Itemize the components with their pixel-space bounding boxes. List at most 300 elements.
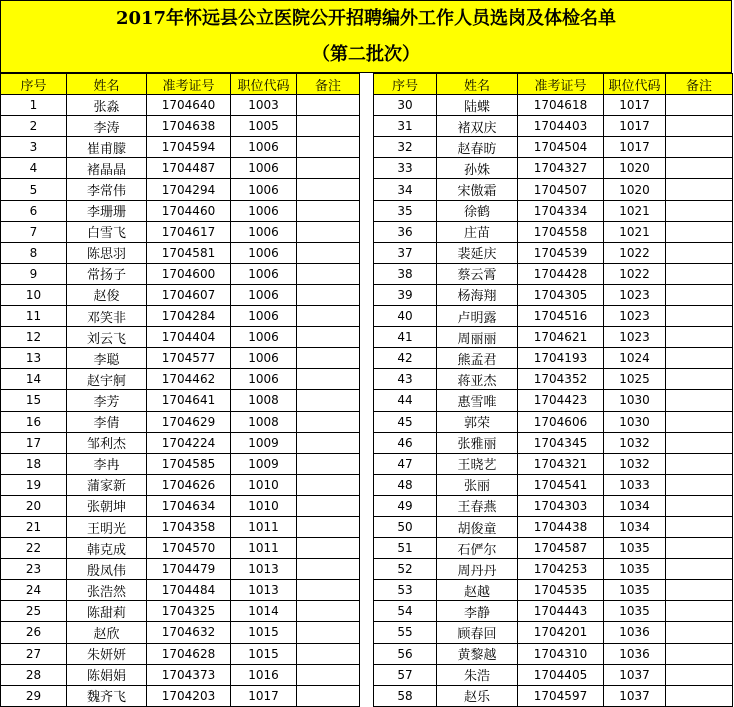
cell-seq: 15 [1,390,67,411]
cell-position-code: 1016 [231,664,297,685]
header-seq: 序号 [374,74,437,95]
table-row [374,643,733,664]
header-remark: 备注 [666,74,733,95]
header-name: 姓名 [67,74,147,95]
cell-exam-id: 1704634 [147,495,231,516]
cell-seq: 8 [1,242,67,263]
cell-seq: 28 [1,664,67,685]
cell-name: 李冉 [67,453,147,474]
cell-exam-id: 1704334 [518,200,604,221]
cell-exam-id: 1704460 [147,200,231,221]
cell-exam-id: 1704479 [147,559,231,580]
table-row [374,369,733,390]
cell-exam-id: 1704438 [518,516,604,537]
cell-name: 陈娟娟 [67,664,147,685]
cell-seq: 10 [1,284,67,305]
cell-exam-id: 1704626 [147,474,231,495]
header-exam-id: 准考证号 [518,74,604,95]
cell-seq: 30 [374,95,437,116]
table-row [374,580,733,601]
cell-seq: 52 [374,559,437,580]
cell-seq: 11 [1,306,67,327]
cell-position-code: 1017 [604,95,666,116]
cell-position-code: 1009 [231,432,297,453]
cell-name: 李静 [437,601,518,622]
table-row [374,242,733,263]
table-row [1,643,360,664]
cell-seq: 23 [1,559,67,580]
cell-name: 殷凤伟 [67,559,147,580]
cell-seq: 26 [1,622,67,643]
cell-exam-id: 1704404 [147,327,231,348]
cell-remark [297,664,360,685]
header-position-code: 职位代码 [604,74,666,95]
cell-remark [297,516,360,537]
cell-name: 常扬子 [67,263,147,284]
cell-exam-id: 1704203 [147,685,231,706]
cell-name: 李涛 [67,116,147,137]
cell-remark [297,200,360,221]
cell-position-code: 1015 [231,622,297,643]
cell-exam-id: 1704405 [518,664,604,685]
cell-name: 陈甜莉 [67,601,147,622]
cell-seq: 29 [1,685,67,706]
cell-seq: 16 [1,411,67,432]
cell-seq: 36 [374,221,437,242]
cell-exam-id: 1704577 [147,348,231,369]
cell-remark [297,580,360,601]
cell-position-code: 1036 [604,622,666,643]
cell-exam-id: 1704618 [518,95,604,116]
cell-remark [297,263,360,284]
cell-position-code: 1010 [231,474,297,495]
cell-remark [666,348,733,369]
cell-remark [666,474,733,495]
cell-name: 胡俊童 [437,516,518,537]
table-row [1,348,360,369]
cell-exam-id: 1704629 [147,411,231,432]
table-row [1,137,360,158]
cell-name: 张浩然 [67,580,147,601]
cell-position-code: 1017 [604,137,666,158]
cell-position-code: 1023 [604,284,666,305]
cell-seq: 43 [374,369,437,390]
cell-position-code: 1013 [231,580,297,601]
cell-name: 王春燕 [437,495,518,516]
cell-remark [666,685,733,706]
header-position-code: 职位代码 [231,74,297,95]
cell-name: 顾春回 [437,622,518,643]
cell-position-code: 1011 [231,516,297,537]
header-name: 姓名 [437,74,518,95]
cell-remark [297,348,360,369]
cell-exam-id: 1704641 [147,390,231,411]
table-row [374,474,733,495]
cell-remark [297,432,360,453]
cell-exam-id: 1704294 [147,179,231,200]
cell-exam-id: 1704305 [518,284,604,305]
table-row [374,200,733,221]
table-row [1,284,360,305]
cell-name: 裴延庆 [437,242,518,263]
cell-name: 陈思羽 [67,242,147,263]
cell-position-code: 1032 [604,432,666,453]
cell-exam-id: 1704640 [147,95,231,116]
cell-name: 刘云飞 [67,327,147,348]
cell-remark [297,622,360,643]
cell-remark [666,327,733,348]
cell-seq: 47 [374,453,437,474]
cell-exam-id: 1704284 [147,306,231,327]
table-row [1,411,360,432]
cell-position-code: 1021 [604,221,666,242]
cell-remark [666,306,733,327]
cell-name: 赵越 [437,580,518,601]
cell-remark [297,369,360,390]
cell-seq: 51 [374,538,437,559]
cell-exam-id: 1704600 [147,263,231,284]
cell-exam-id: 1704594 [147,137,231,158]
cell-remark [297,474,360,495]
cell-name: 邹利杰 [67,432,147,453]
cell-exam-id: 1704570 [147,538,231,559]
cell-position-code: 1022 [604,242,666,263]
cell-seq: 46 [374,432,437,453]
cell-seq: 5 [1,179,67,200]
cell-seq: 35 [374,200,437,221]
cell-exam-id: 1704327 [518,158,604,179]
table-row [374,559,733,580]
cell-exam-id: 1704253 [518,559,604,580]
cell-exam-id: 1704403 [518,116,604,137]
cell-seq: 57 [374,664,437,685]
cell-exam-id: 1704558 [518,221,604,242]
cell-remark [666,137,733,158]
cell-seq: 34 [374,179,437,200]
cell-name: 朱妍妍 [67,643,147,664]
table-row [374,664,733,685]
cell-name: 黄黎越 [437,643,518,664]
cell-name: 王晓艺 [437,453,518,474]
cell-seq: 7 [1,221,67,242]
left-table [0,73,360,707]
header-row [1,74,360,95]
table-row [374,263,733,284]
cell-seq: 56 [374,643,437,664]
cell-seq: 45 [374,411,437,432]
cell-remark [297,179,360,200]
table-row [1,538,360,559]
table-row [1,327,360,348]
table-row [374,390,733,411]
cell-name: 李常伟 [67,179,147,200]
table-row [374,284,733,305]
cell-seq: 4 [1,158,67,179]
cell-name: 魏齐飞 [67,685,147,706]
cell-remark [297,284,360,305]
table-row [374,538,733,559]
cell-seq: 3 [1,137,67,158]
cell-remark [666,432,733,453]
cell-remark [666,538,733,559]
table-row [1,474,360,495]
cell-seq: 19 [1,474,67,495]
cell-position-code: 1006 [231,348,297,369]
cell-remark [666,601,733,622]
cell-seq: 31 [374,116,437,137]
cell-seq: 20 [1,495,67,516]
cell-remark [297,390,360,411]
cell-seq: 42 [374,348,437,369]
cell-exam-id: 1704581 [147,242,231,263]
table-row [1,580,360,601]
cell-remark [666,95,733,116]
cell-remark [297,242,360,263]
cell-exam-id: 1704224 [147,432,231,453]
table-row [374,158,733,179]
cell-position-code: 1035 [604,559,666,580]
cell-remark [297,116,360,137]
cell-exam-id: 1704597 [518,685,604,706]
cell-position-code: 1030 [604,411,666,432]
cell-exam-id: 1704358 [147,516,231,537]
page-title: 2017年怀远县公立医院公开招聘编外工作人员选岗及体检名单 [115,8,617,29]
cell-remark [666,390,733,411]
cell-position-code: 1017 [604,116,666,137]
cell-position-code: 1006 [231,158,297,179]
cell-seq: 55 [374,622,437,643]
cell-seq: 6 [1,200,67,221]
cell-remark [666,242,733,263]
table-row [1,306,360,327]
cell-name: 朱浩 [437,664,518,685]
cell-position-code: 1025 [604,369,666,390]
cell-name: 徐鹤 [437,200,518,221]
cell-seq: 27 [1,643,67,664]
table-row [1,263,360,284]
table-row [1,622,360,643]
cell-exam-id: 1704539 [518,242,604,263]
cell-exam-id: 1704535 [518,580,604,601]
cell-seq: 12 [1,327,67,348]
table-row [1,116,360,137]
cell-remark [666,221,733,242]
cell-exam-id: 1704352 [518,369,604,390]
table-row [1,685,360,706]
cell-name: 蔡云霄 [437,263,518,284]
cell-position-code: 1009 [231,453,297,474]
header-exam-id: 准考证号 [147,74,231,95]
cell-exam-id: 1704462 [147,369,231,390]
cell-seq: 53 [374,580,437,601]
cell-position-code: 1037 [604,664,666,685]
cell-remark [666,664,733,685]
cell-exam-id: 1704201 [518,622,604,643]
cell-exam-id: 1704345 [518,432,604,453]
cell-position-code: 1006 [231,284,297,305]
table-row [374,221,733,242]
cell-remark [666,158,733,179]
cell-name: 白雪飞 [67,221,147,242]
cell-position-code: 1032 [604,453,666,474]
cell-remark [666,411,733,432]
cell-seq: 39 [374,284,437,305]
cell-remark [297,495,360,516]
cell-remark [297,95,360,116]
cell-position-code: 1006 [231,369,297,390]
table-row [374,137,733,158]
cell-position-code: 1006 [231,221,297,242]
cell-seq: 32 [374,137,437,158]
cell-seq: 50 [374,516,437,537]
cell-exam-id: 1704621 [518,327,604,348]
table-row [1,559,360,580]
cell-position-code: 1023 [604,327,666,348]
cell-name: 宋傲霜 [437,179,518,200]
cell-name: 李珊珊 [67,200,147,221]
table-row [1,453,360,474]
cell-remark [297,538,360,559]
cell-seq: 49 [374,495,437,516]
header-remark: 备注 [297,74,360,95]
cell-remark [297,559,360,580]
cell-name: 褚双庆 [437,116,518,137]
cell-seq: 13 [1,348,67,369]
table-row [374,622,733,643]
cell-exam-id: 1704638 [147,116,231,137]
cell-remark [297,137,360,158]
cell-exam-id: 1704303 [518,495,604,516]
cell-name: 张朝坤 [67,495,147,516]
header-seq: 序号 [1,74,67,95]
cell-seq: 24 [1,580,67,601]
cell-seq: 58 [374,685,437,706]
cell-remark [666,116,733,137]
cell-exam-id: 1704443 [518,601,604,622]
cell-remark [666,453,733,474]
cell-remark [297,158,360,179]
table-row [1,432,360,453]
table-row [374,179,733,200]
cell-remark [297,306,360,327]
title-banner [0,0,732,73]
cell-seq: 17 [1,432,67,453]
cell-position-code: 1033 [604,474,666,495]
right-table [373,73,733,707]
cell-exam-id: 1704606 [518,411,604,432]
cell-exam-id: 1704193 [518,348,604,369]
cell-name: 蒋亚杰 [437,369,518,390]
table-row [1,221,360,242]
cell-name: 韩克成 [67,538,147,559]
cell-position-code: 1035 [604,580,666,601]
cell-position-code: 1034 [604,516,666,537]
cell-name: 石俨尔 [437,538,518,559]
cell-name: 李倩 [67,411,147,432]
cell-name: 李芳 [67,390,147,411]
cell-position-code: 1006 [231,327,297,348]
cell-name: 蒲家新 [67,474,147,495]
cell-position-code: 1003 [231,95,297,116]
table-row [1,200,360,221]
cell-position-code: 1020 [604,158,666,179]
cell-position-code: 1035 [604,538,666,559]
cell-name: 杨海翔 [437,284,518,305]
cell-seq: 2 [1,116,67,137]
cell-seq: 1 [1,95,67,116]
cell-remark [297,453,360,474]
cell-seq: 22 [1,538,67,559]
cell-name: 赵宇舸 [67,369,147,390]
table-row [1,369,360,390]
cell-position-code: 1006 [231,137,297,158]
cell-name: 张丽 [437,474,518,495]
cell-name: 崔甫朦 [67,137,147,158]
table-row [374,601,733,622]
cell-name: 郭荣 [437,411,518,432]
cell-seq: 14 [1,369,67,390]
cell-position-code: 1008 [231,411,297,432]
cell-remark [666,369,733,390]
cell-position-code: 1021 [604,200,666,221]
cell-name: 周丹丹 [437,559,518,580]
cell-seq: 25 [1,601,67,622]
cell-name: 孙姝 [437,158,518,179]
cell-name: 惠雪唯 [437,390,518,411]
cell-remark [297,601,360,622]
cell-position-code: 1006 [231,200,297,221]
cell-seq: 48 [374,474,437,495]
cell-name: 褚晶晶 [67,158,147,179]
cell-name: 李聪 [67,348,147,369]
cell-position-code: 1022 [604,263,666,284]
cell-position-code: 1017 [231,685,297,706]
cell-name: 张淼 [67,95,147,116]
cell-remark [666,179,733,200]
table-row [1,179,360,200]
table-row [374,685,733,706]
cell-remark [666,643,733,664]
cell-seq: 44 [374,390,437,411]
cell-position-code: 1020 [604,179,666,200]
table-row [374,453,733,474]
cell-exam-id: 1704325 [147,601,231,622]
cell-seq: 54 [374,601,437,622]
cell-position-code: 1006 [231,263,297,284]
cell-remark [666,495,733,516]
cell-seq: 33 [374,158,437,179]
cell-position-code: 1014 [231,601,297,622]
table-row [374,306,733,327]
cell-name: 赵俊 [67,284,147,305]
cell-remark [666,622,733,643]
cell-exam-id: 1704310 [518,643,604,664]
cell-exam-id: 1704607 [147,284,231,305]
cell-seq: 38 [374,263,437,284]
cell-position-code: 1006 [231,179,297,200]
cell-position-code: 1013 [231,559,297,580]
cell-name: 熊孟君 [437,348,518,369]
cell-seq: 41 [374,327,437,348]
cell-position-code: 1015 [231,643,297,664]
table-row [374,516,733,537]
header-row [374,74,733,95]
cell-exam-id: 1704504 [518,137,604,158]
cell-position-code: 1010 [231,495,297,516]
table-row [1,390,360,411]
cell-remark [666,516,733,537]
cell-name: 张雅丽 [437,432,518,453]
